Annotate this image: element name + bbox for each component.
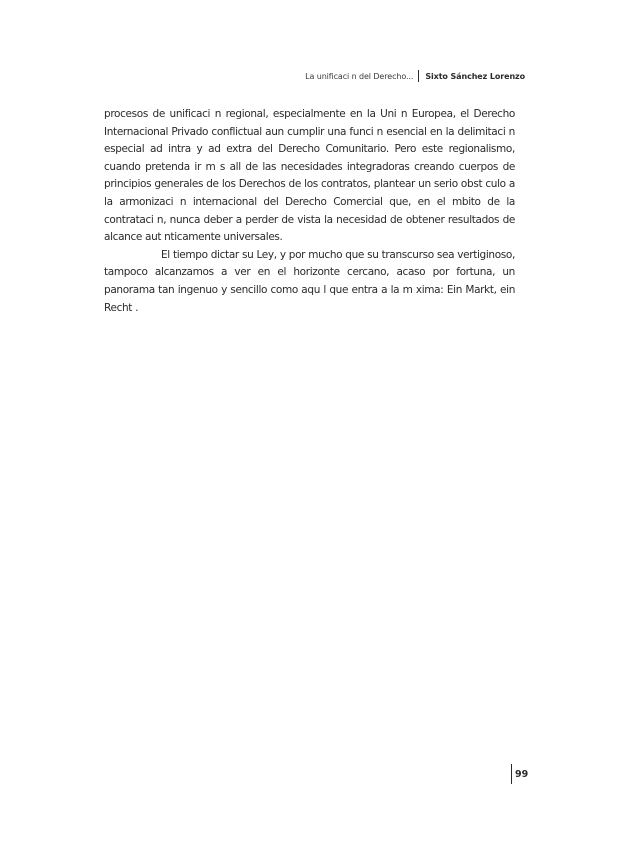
running-header xyxy=(305,70,525,82)
page-number-box xyxy=(511,764,528,784)
body-text xyxy=(104,106,515,317)
paragraph-2: El tiempo dictar su Ley, y por mucho que su transcurso sea vertiginoso, tampoco alcanzamos a ver en el horizonte cercano, acaso por fortuna, un panorama tan ingenuo y sencillo como aqu l que entra a la m xima: Ein Markt, ein Recht . xyxy=(104,248,515,314)
page-number-divider xyxy=(511,764,512,784)
running-header-title: La unificaci n del Derecho... xyxy=(305,71,414,81)
paragraph-1: procesos de unificaci n regional, especialmente en la Uni n Europea, el Derecho Internacional Privado conflictual aun cumplir una funci n esencial en la delimitaci n especial ad intra y ad extra del Derecho Comunitario. Pero este regionalismo, cuando pretenda ir m s all de las necesidades integradoras creando cuerpos de principios generales de los Derechos de los contratos, plantear un serio obst culo a la armonizaci n internacional del Derecho Comercial que, en el mbito de la contrataci n, nunca deber a perder de vista la necesidad de obtener resultados de alcance aut nticamente universales. xyxy=(104,108,515,244)
header-divider xyxy=(418,70,419,82)
page-number: 99 xyxy=(515,768,529,780)
running-header-author: Sixto Sánchez Lorenzo xyxy=(425,71,525,81)
